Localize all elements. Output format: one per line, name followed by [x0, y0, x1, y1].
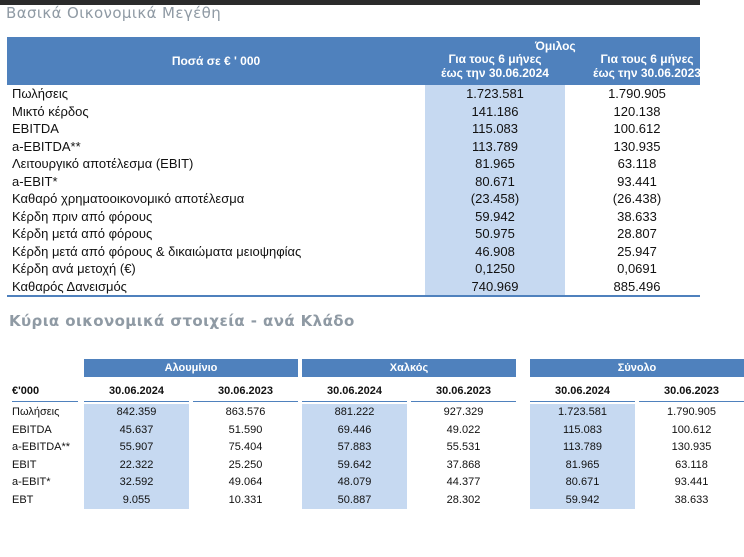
table-cell: 48.079 — [302, 474, 407, 492]
value-2023: 28.807 — [617, 226, 657, 241]
row-label: EBITDA — [12, 121, 59, 136]
table-cell: 75.404 — [228, 441, 263, 453]
group-financials-table — [7, 37, 700, 297]
table-cell: 881.222 — [302, 404, 407, 422]
row-label: Κέρδη μετά από φόρους & δικαιώματα μειοψηφίας — [12, 243, 302, 259]
table-cell: 130.935 — [671, 441, 712, 453]
value-2023: 38.633 — [617, 208, 657, 224]
value-2024: 80.671 — [425, 173, 565, 191]
date-header: 30.06.2023 — [639, 381, 744, 402]
value-2023: 63.118 — [617, 156, 657, 171]
row-label: Μικτό κέρδος — [12, 103, 89, 119]
table-row — [7, 138, 700, 156]
segment-header: Χαλκός — [302, 359, 516, 377]
segment-header: Αλουμίνιο — [84, 359, 298, 377]
value-2023: 0,0691 — [617, 261, 657, 276]
table-cell: 38.633 — [674, 493, 709, 506]
table-cell: 45.637 — [84, 422, 189, 440]
date-header: 30.06.2023 — [193, 381, 298, 402]
table-row — [7, 278, 700, 296]
row-label: Καθαρός Δανεισμός — [12, 278, 127, 294]
table-row — [7, 173, 700, 191]
value-2023: 25.947 — [617, 243, 657, 259]
section-title-by-segment: Κύρια οικονομικά στοιχεία - ανά Κλάδο — [9, 312, 355, 330]
date-header: 30.06.2023 — [411, 381, 516, 402]
value-2024: 1.723.581 — [425, 85, 565, 103]
value-2023: 885.496 — [613, 278, 661, 294]
value-2024: 46.908 — [425, 243, 565, 261]
row-label: Κέρδη πριν από φόρους — [12, 208, 153, 224]
date-header: 30.06.2024 — [84, 381, 189, 402]
table-row — [7, 103, 700, 121]
row-label: Λειτουργικό αποτέλεσμα (EBIT) — [12, 156, 194, 171]
value-2024: 115.083 — [425, 120, 565, 138]
amount-unit-label: Ποσά σε € ' 000 — [171, 54, 261, 68]
table-cell: 57.883 — [302, 439, 407, 457]
column-2024-header: Για τους 6 μήνες έως την 30.06.2024 — [441, 52, 549, 80]
table-cell: 80.671 — [530, 474, 635, 492]
table-row — [7, 225, 700, 243]
table-row — [7, 85, 700, 103]
table-cell: 93.441 — [674, 476, 709, 488]
table-cell: 37.868 — [446, 458, 481, 471]
table-cell: 32.592 — [84, 474, 189, 492]
segment-financials-table — [12, 356, 720, 516]
table-cell: 44.377 — [446, 476, 481, 488]
table-cell: 1.723.581 — [530, 404, 635, 422]
table-cell: 25.250 — [228, 458, 263, 471]
value-2024: 141.186 — [425, 103, 565, 121]
table-cell: 1.790.905 — [667, 406, 716, 418]
table-cell: 100.612 — [671, 423, 712, 436]
table-cell: 50.887 — [302, 492, 407, 510]
value-2024: 81.965 — [425, 155, 565, 173]
row-label: Πωλήσεις — [12, 406, 60, 418]
table-cell: 51.590 — [228, 423, 263, 436]
unit-label: €'000 — [12, 381, 78, 402]
value-2024: (23.458) — [425, 190, 565, 208]
row-label: a-EBITDA** — [12, 441, 71, 453]
table-row — [7, 155, 700, 173]
row-label: EBT — [12, 493, 34, 506]
table-cell: 842.359 — [84, 404, 189, 422]
table-cell: 59.942 — [530, 492, 635, 510]
value-2023: (26.438) — [612, 191, 662, 206]
table-cell: 49.022 — [446, 423, 481, 436]
value-2023: 100.612 — [613, 121, 661, 136]
date-header: 30.06.2024 — [530, 381, 635, 402]
row-label: EBIT — [12, 458, 37, 471]
table-cell: 81.965 — [530, 457, 635, 475]
table-cell: 9.055 — [84, 492, 189, 510]
table-row — [7, 208, 700, 226]
column-2023-header: Για τους 6 μήνες έως την 30.06.2023 — [593, 52, 701, 80]
value-2023: 120.138 — [613, 103, 661, 119]
row-label: Πωλήσεις — [12, 86, 68, 101]
value-2024: 740.969 — [425, 278, 565, 296]
table-cell: 863.576 — [225, 406, 266, 418]
table-cell: 49.064 — [228, 476, 263, 488]
table-cell: 59.642 — [302, 457, 407, 475]
value-2024: 59.942 — [425, 208, 565, 226]
value-2024: 113.789 — [425, 138, 565, 156]
table-row — [7, 190, 700, 208]
table-cell: 22.322 — [84, 457, 189, 475]
table-row — [7, 260, 700, 278]
value-2023: 130.935 — [613, 138, 661, 154]
group-label: Όμιλος — [535, 39, 576, 53]
value-2023: 93.441 — [617, 173, 657, 189]
table-cell: 115.083 — [530, 422, 635, 440]
row-label: a-EBIT* — [12, 173, 58, 189]
table-body — [7, 85, 700, 295]
value-2024: 50.975 — [425, 225, 565, 243]
row-label: EBITDA — [12, 423, 52, 436]
row-label: Κέρδη μετά από φόρους — [12, 226, 153, 241]
row-label: Κέρδη ανά μετοχή (€) — [12, 261, 136, 276]
row-label: a-EBITDA** — [12, 138, 81, 154]
table-bottom-rule — [7, 295, 700, 297]
table-cell: 113.789 — [530, 439, 635, 457]
table-row — [7, 120, 700, 138]
table-cell: 28.302 — [446, 493, 481, 506]
section-title-key-figures: Βασικά Οικονομικά Μεγέθη — [6, 4, 222, 22]
table-cell: 55.531 — [446, 441, 481, 453]
table-header — [7, 37, 700, 85]
segment-header: Σύνολο — [530, 359, 744, 377]
table-cell: 63.118 — [675, 458, 708, 471]
table-cell: 69.446 — [302, 422, 407, 440]
row-label: a-EBIT* — [12, 476, 51, 488]
date-header: 30.06.2024 — [302, 381, 407, 402]
table-cell: 55.907 — [84, 439, 189, 457]
table-row — [7, 243, 700, 261]
table-cell: 10.331 — [228, 493, 263, 506]
value-2023: 1.790.905 — [608, 86, 666, 101]
table-cell: 927.329 — [443, 406, 484, 418]
value-2024: 0,1250 — [425, 260, 565, 278]
row-label: Καθαρό χρηματοοικονομικό αποτέλεσμα — [12, 191, 245, 206]
